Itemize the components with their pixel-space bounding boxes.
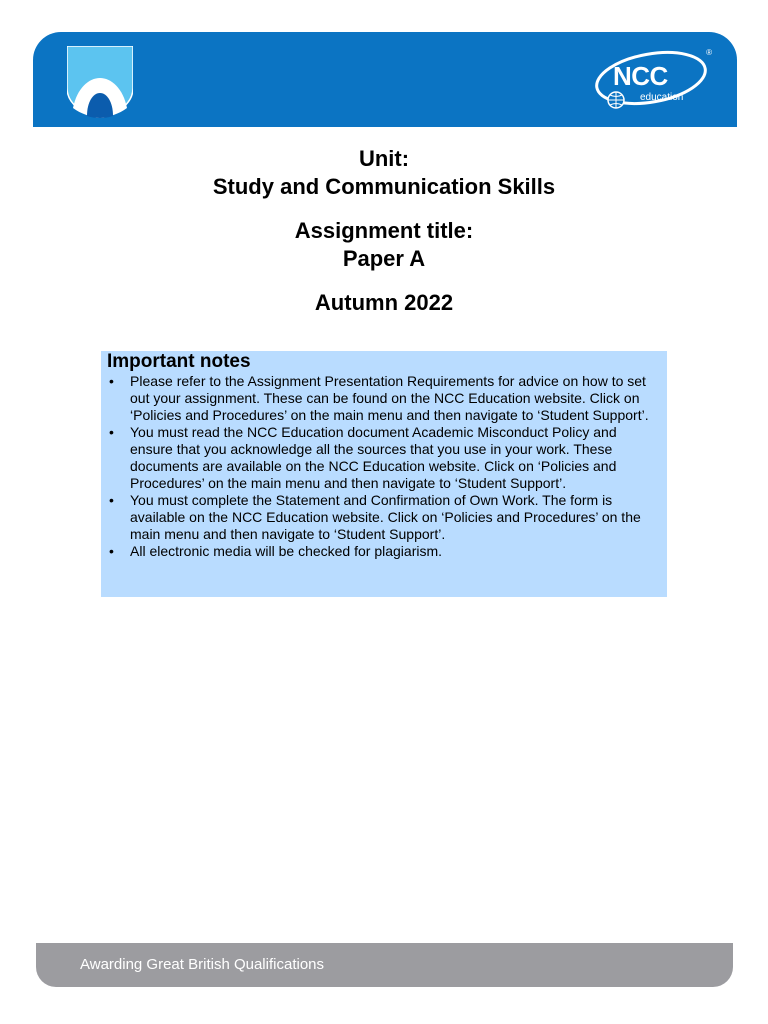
unit-name: Study and Communication Skills [212, 174, 556, 199]
list-item-text: Please refer to the Assignment Presentation Requirements for advice on how to set out your assignment. These can be found on the NCC Education website. Click on ‘Policies and Procedures’ on the main menu and then navigate to ‘Student Support’. [130, 373, 649, 423]
important-notes-list [107, 373, 653, 560]
ncc-logo-text: NCC [613, 61, 668, 91]
list-item-text: All electronic media will be checked for plagiarism. [130, 543, 443, 559]
shield-logo-icon [67, 46, 133, 118]
session-label: Autumn 2022 [314, 290, 454, 315]
list-item-text: You must complete the Statement and Confirmation of Own Work. The form is available on the NCC Education website. Click on ‘Policies and Procedures’ on the main menu and then navigate to ‘Student Support’. [130, 492, 641, 542]
registered-mark: ® [706, 48, 712, 57]
assignment-name: Paper A [342, 246, 426, 271]
bullet-icon: • [109, 424, 114, 440]
list-item [107, 424, 653, 492]
title-block [0, 145, 768, 317]
important-notes-box [101, 351, 667, 597]
list-item [107, 543, 653, 560]
bullet-icon: • [109, 543, 114, 559]
bullet-icon: • [109, 373, 114, 389]
footer-band [36, 943, 733, 987]
ncc-logo-subtitle: education [640, 92, 684, 103]
list-item [107, 373, 653, 424]
assignment-label: Assignment title: [294, 218, 474, 243]
unit-label: Unit: [358, 146, 410, 171]
ncc-education-logo [593, 48, 715, 112]
important-notes-heading: Important notes [107, 351, 251, 372]
bullet-icon: • [109, 492, 114, 508]
list-item [107, 492, 653, 543]
list-item-text: You must read the NCC Education document Academic Misconduct Policy and ensure that you acknowledge all the sources that you use in your work. These documents are available on the NCC Education website. Click on ‘Policies and Procedures’ on the main menu and then navigate to ‘Student Support’. [130, 424, 617, 491]
footer-tagline: Awarding Great British Qualifications [80, 956, 324, 973]
header-band [33, 32, 737, 127]
